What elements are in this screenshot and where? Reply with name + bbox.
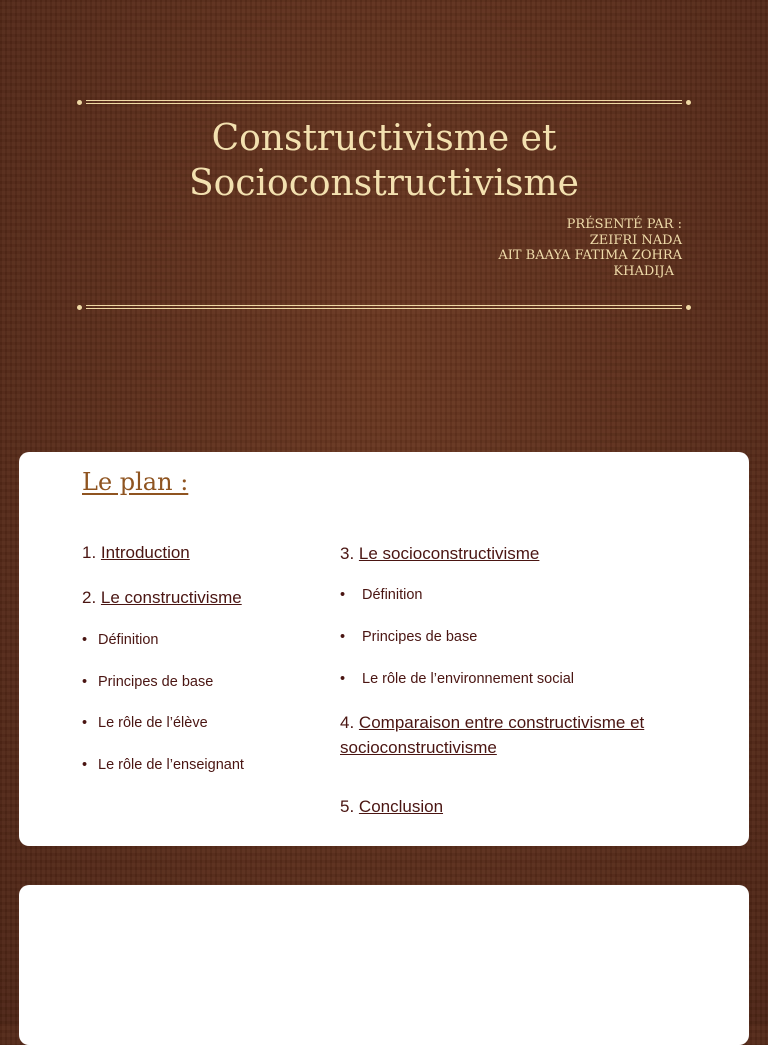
list-item: • Le rôle de l’environnement social xyxy=(340,671,574,687)
list-item: • Définition xyxy=(340,587,423,603)
socioconstructivisme-link[interactable]: Le socioconstructivisme xyxy=(358,544,540,563)
title-line-2: Socioconstructivisme xyxy=(189,163,579,204)
item-number: 3. xyxy=(340,544,355,563)
plan-slide xyxy=(19,452,749,846)
presenters-label: PRÉSENTÉ PAR : xyxy=(566,217,682,232)
plan-item-socioconstructivisme xyxy=(340,541,539,566)
title-line-1: Constructivisme et xyxy=(211,118,557,159)
top-ornament-rule xyxy=(80,100,688,105)
item-number: 1. xyxy=(82,543,97,562)
item-number: 4. xyxy=(340,713,355,732)
item-number: 2. xyxy=(82,588,97,607)
constructivisme-link[interactable]: Le constructivisme xyxy=(100,588,242,607)
presenters-block xyxy=(498,217,682,279)
list-item: • Le rôle de l’enseignant xyxy=(82,757,244,773)
plan-item-comparaison xyxy=(340,710,670,760)
comparaison-link[interactable]: Comparaison entre constructivisme et socioconstructivisme xyxy=(340,713,645,757)
plan-heading: Le plan : xyxy=(82,468,189,496)
plan-item-conclusion xyxy=(340,794,443,819)
title-slide xyxy=(0,0,768,432)
list-item: • Le rôle de l’élève xyxy=(82,715,208,731)
next-slide xyxy=(19,885,749,1045)
list-item: • Définition xyxy=(82,632,159,648)
introduction-link[interactable]: Introduction xyxy=(100,543,190,562)
plan-item-constructivisme xyxy=(82,585,242,610)
presenter-name: AIT BAAYA FATIMA ZOHRA xyxy=(498,248,682,263)
list-item: • Principes de base xyxy=(340,629,478,645)
presentation-title xyxy=(84,116,684,206)
presenter-name: ZEIFRI NADA xyxy=(589,232,682,248)
plan-item-introduction xyxy=(82,540,190,565)
list-item: • Principes de base xyxy=(82,674,214,690)
bottom-ornament-rule xyxy=(80,305,688,310)
presenter-name: KHADIJA xyxy=(613,263,674,279)
item-number: 5. xyxy=(340,797,355,816)
conclusion-link[interactable]: Conclusion xyxy=(358,797,444,816)
